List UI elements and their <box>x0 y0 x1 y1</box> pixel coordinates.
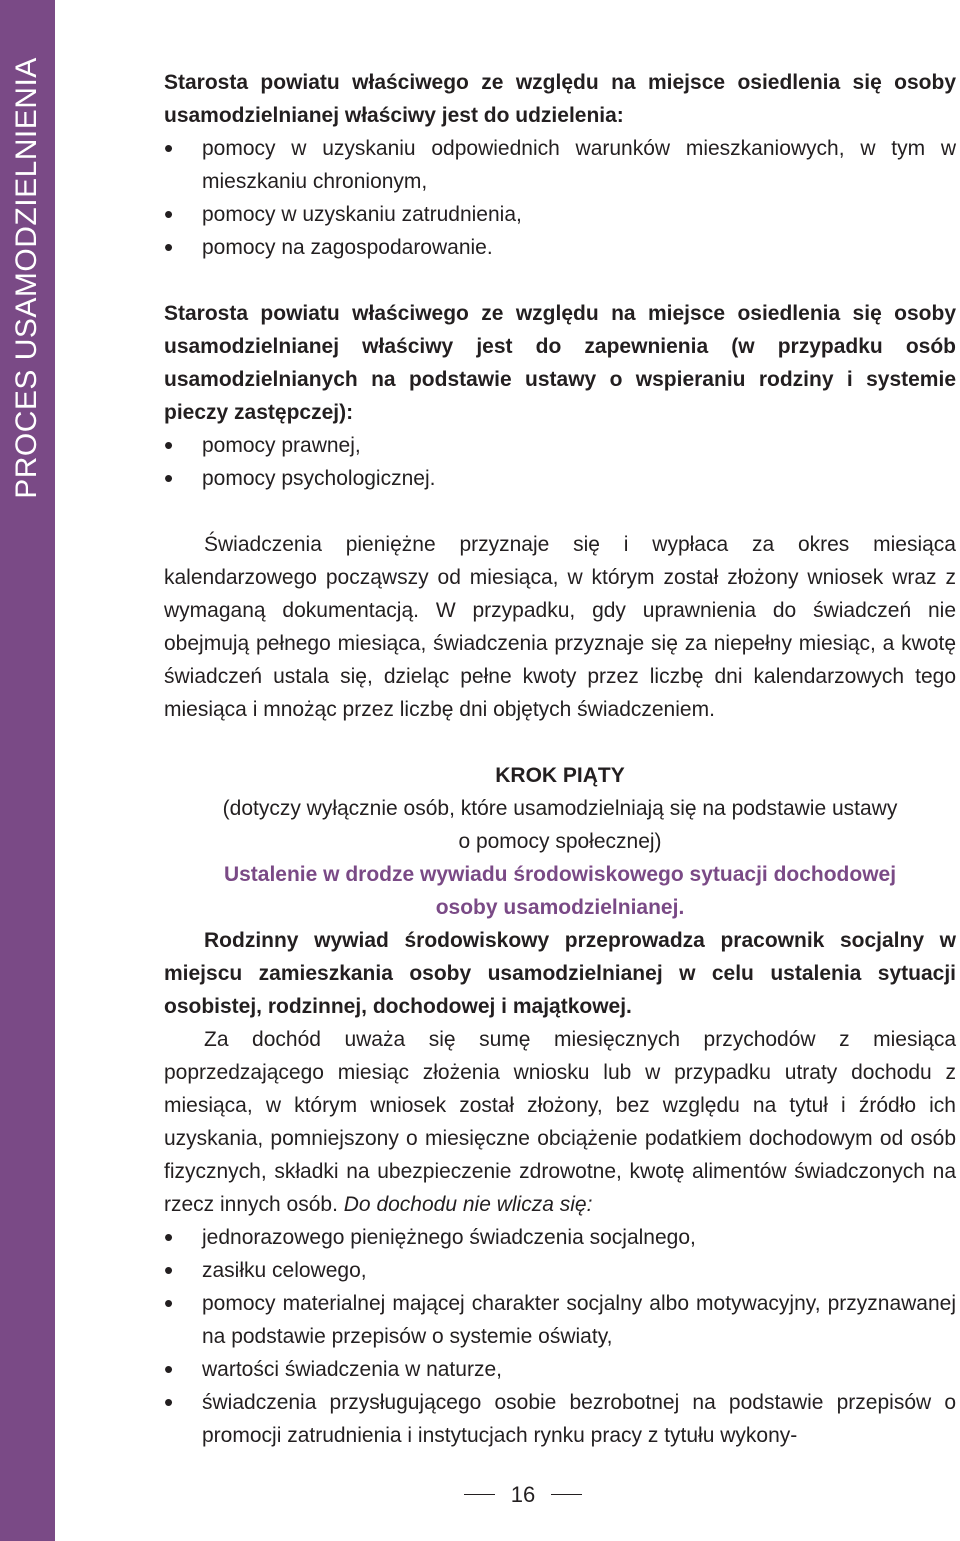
section-step-five <box>164 759 956 1452</box>
list-item: • wartości świadczenia w naturze, <box>164 1353 956 1386</box>
section-heading: Starosta powiatu właściwego ze względu na miejsce osiedlenia się osoby usamodzielnianej właściwy jest do zapewnienia (w przypadku osób usamodzielnianych na podstawie ustawy o wspieraniu rodziny i systemie pieczy zastępczej): <box>164 302 956 424</box>
step-title: KROK PIĄTY <box>495 764 625 787</box>
paragraph: Świadczenia pieniężne przyznaje się i wypłaca za okres miesiąca kalendarzowego począwszy od miesiąca, w którym został złożony wniosek wraz z wymaganą dokumentacją. W przypadku, gdy uprawnienia do świadczeń nie obejmują pełnego miesiąca, świadczenia przyznaje się za niepełny miesiąc, a kwotę świadczeń ustala się, dzieląc pełne kwoty przez liczbę dni kalendarzowych tego miesiąca i mnożąc przez liczbę dni objętych świadczeniem. <box>164 533 956 721</box>
section-heading: Starosta powiatu właściwego ze względu na miejsce osiedlenia się osoby usamodzielnianej właściwy jest do udzielenia: <box>164 71 956 127</box>
list-item: • pomocy psychologicznej. <box>164 462 956 495</box>
bullet-list <box>164 429 956 495</box>
step-accent-line: osoby usamodzielnianej. <box>435 896 685 919</box>
list-item: • pomocy w uzyskaniu odpowiednich warunków mieszkaniowych, w tym w mieszkaniu chronionym, <box>164 132 956 198</box>
sidebar <box>0 0 55 1541</box>
section-duties-support <box>164 66 956 264</box>
bold-paragraph: Rodzinny wywiad środowiskowy przeprowadza pracownik socjalny w miejscu zamieszkania osoby usamodzielnianej w celu ustalenia sytuacji osobistej, rodzinnej, dochodowej i majątkowej. <box>164 929 956 1018</box>
list-item: • jednorazowego pieniężnego świadczenia socjalnego, <box>164 1221 956 1254</box>
list-item: • świadczenia przysługującego osobie bezrobotnej na podstawie przepisów o promocji zatrudnienia i instytucjach rynku pracy z tytułu wykony- <box>164 1386 956 1452</box>
rule-left <box>464 1494 495 1495</box>
income-text: Za dochód uważa się sumę miesięcznych przychodów z miesiąca poprzedzającego miesiąc złożenia wniosku lub w przypadku utraty dochodu z miesiąca, w którym wniosek został złożony, bez względu na tytuł i źródło ich uzyskania, pomniejszony o miesięczne obciążenie podatkiem dochodowym od osób fizycznych, składki na ubezpieczenie zdrowotne, kwotę alimentów świadczonych na rzecz innych osób. <box>164 1028 956 1216</box>
income-italic-note: Do dochodu nie wlicza się: <box>343 1193 593 1216</box>
list-item: • pomocy w uzyskaniu zatrudnienia, <box>164 198 956 231</box>
income-paragraph <box>164 1023 956 1221</box>
section-duties-legal <box>164 297 956 495</box>
rule-right <box>551 1494 582 1495</box>
step-accent-line: Ustalenie w drodze wywiadu środowiskowego sytuacji dochodowej <box>223 863 897 886</box>
list-item: • pomocy na zagospodarowanie. <box>164 231 956 264</box>
list-item: • pomocy materialnej mającej charakter socjalny albo motywacyjny, przyznawanej na podstawie przepisów o systemie oświaty, <box>164 1287 956 1353</box>
step-subtitle-line: (dotyczy wyłącznie osób, które usamodzielniają się na podstawie ustawy <box>222 797 898 820</box>
page-content <box>164 66 956 1452</box>
list-item: • pomocy prawnej, <box>164 429 956 462</box>
page-number <box>448 1478 598 1511</box>
page-number-text: 16 <box>510 1481 536 1507</box>
step-subtitle-line: o pomocy społecznej) <box>458 830 662 853</box>
section-benefits <box>164 528 956 726</box>
bullet-list <box>164 1221 956 1452</box>
list-item: • zasiłku celowego, <box>164 1254 956 1287</box>
sidebar-title: PROCES USAMODZIELNIENIA <box>10 57 43 499</box>
bullet-list <box>164 132 956 264</box>
